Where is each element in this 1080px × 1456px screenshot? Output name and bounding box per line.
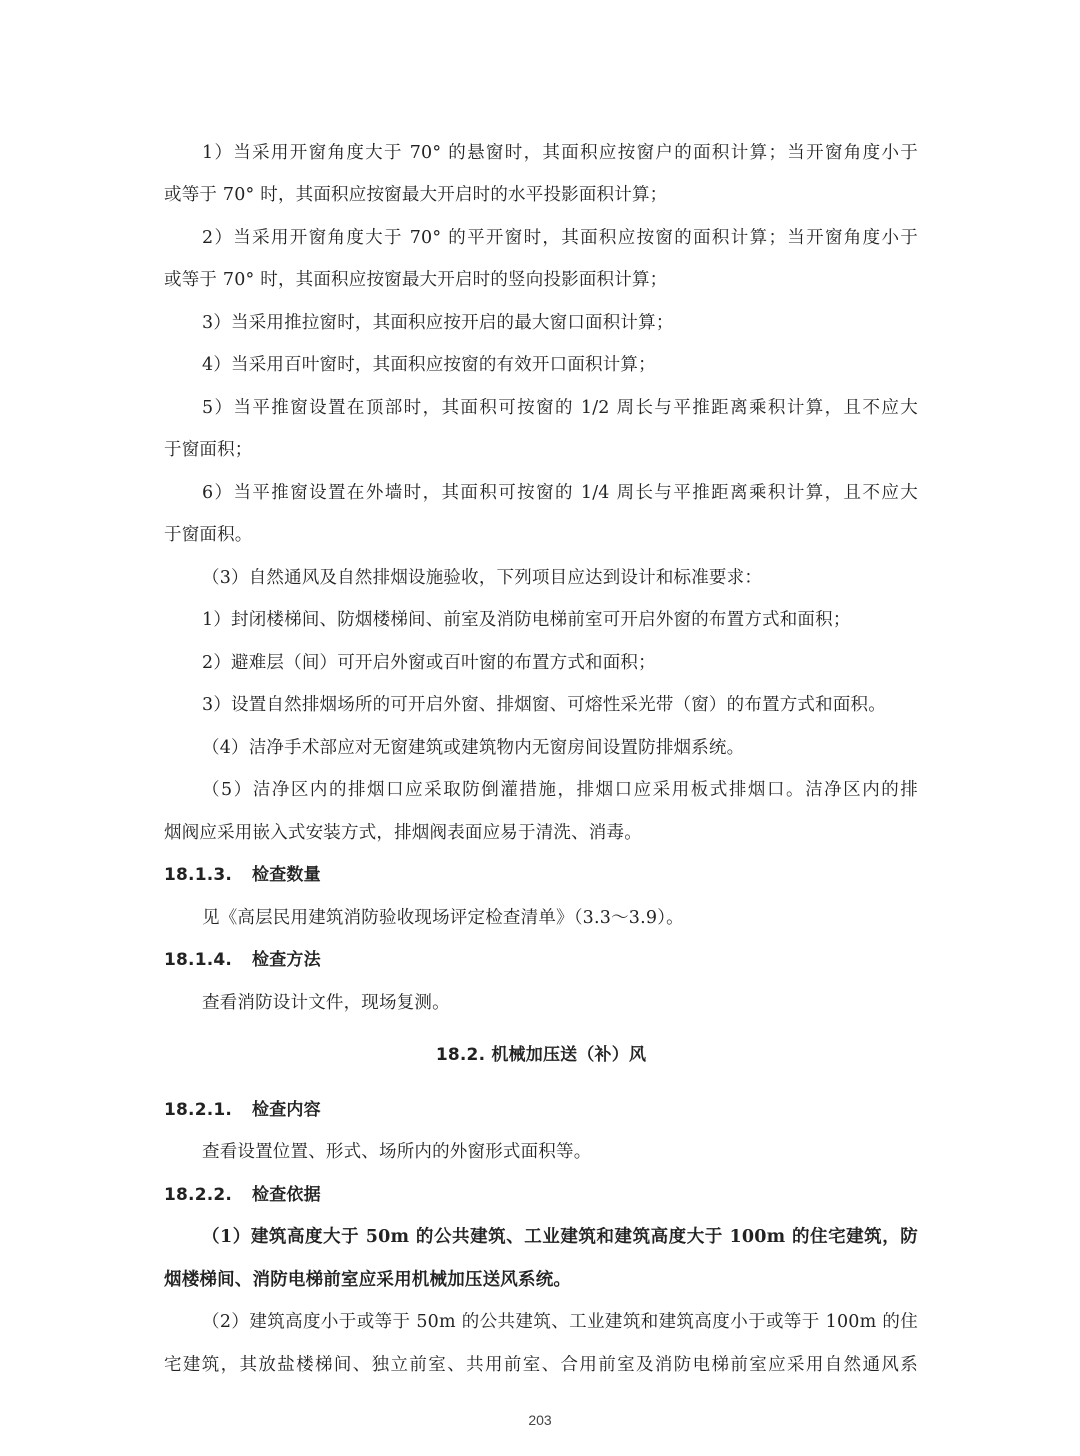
paragraph-line: （3）自然通风及自然排烟设施验收，下列项目应达到设计和标准要求： xyxy=(202,568,763,588)
page-number: 203 xyxy=(528,1412,552,1428)
section-number: 18.1.4. xyxy=(164,950,233,970)
paragraph-line: 5）当平推窗设置在顶部时，其面积可按窗的 1/2 周长与平推距离乘积计算，且不应大 xyxy=(202,398,918,418)
section-heading-18-2-1 xyxy=(164,1097,918,1123)
paragraph-line: （4）洁净手术部应对无窗建筑或建筑物内无窗房间设置防排烟系统。 xyxy=(202,738,745,758)
section-heading-18-1-4 xyxy=(164,947,918,973)
paragraph-line-bold: 烟楼梯间、消防电梯前室应采用机械加压送风系统。 xyxy=(164,1270,572,1290)
paragraph-line: 宅建筑，其放盐楼梯间、独立前室、共用前室、合用前室及消防电梯前室应采用自然通风系 xyxy=(164,1355,918,1375)
paragraph-line: （5）洁净区内的排烟口应采取防倒灌措施，排烟口应采用板式排烟口。洁净区内的排 xyxy=(202,780,918,800)
section-heading-18-2-2 xyxy=(164,1182,918,1208)
paragraph-line: 1）当采用开窗角度大于 70° 的悬窗时，其面积应按窗户的面积计算；当开窗角度小于 xyxy=(202,143,918,163)
chapter-heading-18-2: 18.2. 机械加压送（补）风 xyxy=(435,1045,647,1065)
paragraph-line: （2）建筑高度小于或等于 50m 的公共建筑、工业建筑和建筑高度小于或等于 100m 的住 xyxy=(202,1312,918,1332)
paragraph-line-bold: （1）建筑高度大于 50m 的公共建筑、工业建筑和建筑高度大于 100m 的住宅建筑，防 xyxy=(202,1227,918,1247)
paragraph-line: 3）设置自然排烟场所的可开启外窗、排烟窗、可熔性采光带（窗）的布置方式和面积。 xyxy=(202,695,886,715)
paragraph-line: 4）当采用百叶窗时，其面积应按窗的有效开口面积计算； xyxy=(202,355,656,375)
paragraph-line: 1）封闭楼梯间、防烟楼梯间、前室及消防电梯前室可开启外窗的布置方式和面积； xyxy=(202,610,851,630)
paragraph-line: 查看设置位置、形式、场所内的外窗形式面积等。 xyxy=(202,1142,592,1162)
section-title: 检查依据 xyxy=(252,1185,321,1205)
section-number: 18.2.2. xyxy=(164,1185,233,1205)
paragraph-line: 或等于 70° 时，其面积应按窗最大开启时的竖向投影面积计算； xyxy=(164,270,668,290)
paragraph-line: 6）当平推窗设置在外墙时，其面积可按窗的 1/4 周长与平推距离乘积计算，且不应大 xyxy=(202,483,918,503)
paragraph-line: 查看消防设计文件，现场复测。 xyxy=(202,993,450,1013)
paragraph-line: 见《高层民用建筑消防验收现场评定检查清单》（3.3～3.9）。 xyxy=(202,908,684,928)
section-heading-18-1-3 xyxy=(164,862,918,888)
paragraph-line: 或等于 70° 时，其面积应按窗最大开启时的水平投影面积计算； xyxy=(164,185,668,205)
section-number: 18.1.3. xyxy=(164,865,233,885)
section-number: 18.2.1. xyxy=(164,1100,233,1120)
paragraph-line: 烟阀应采用嵌入式安装方式，排烟阀表面应易于清洗、消毒。 xyxy=(164,823,642,843)
paragraph-line: 2）避难层（间）可开启外窗或百叶窗的布置方式和面积； xyxy=(202,653,656,673)
section-title: 检查内容 xyxy=(252,1100,321,1120)
paragraph-line: 于窗面积。 xyxy=(164,525,253,545)
section-title: 检查数量 xyxy=(252,865,321,885)
paragraph-line: 于窗面积； xyxy=(164,440,253,460)
section-title: 检查方法 xyxy=(252,950,321,970)
paragraph-line: 2）当采用开窗角度大于 70° 的平开窗时，其面积应按窗的面积计算；当开窗角度小于 xyxy=(202,228,918,248)
paragraph-line: 3）当采用推拉窗时，其面积应按开启的最大窗口面积计算； xyxy=(202,313,674,333)
